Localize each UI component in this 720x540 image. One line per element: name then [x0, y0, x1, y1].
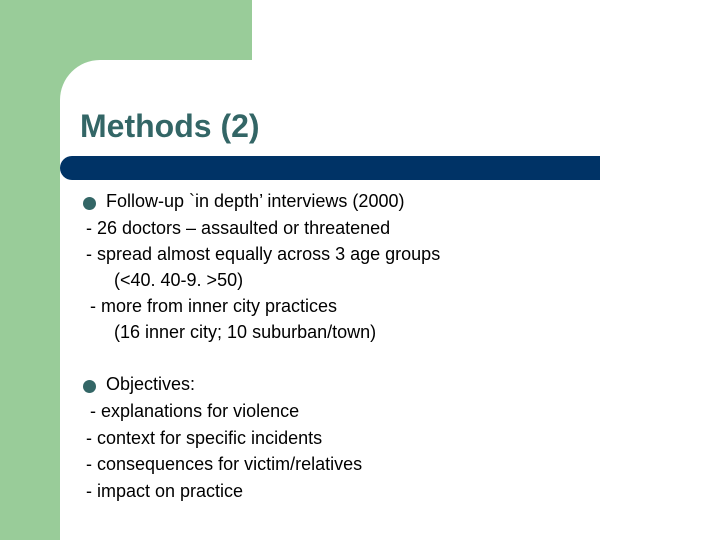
section-heading: Follow-up `in depth’ interviews (2000) — [106, 191, 405, 211]
section-line: - more from inner city practices — [90, 296, 338, 316]
section-line: - consequences for victim/relatives — [86, 454, 363, 474]
bullet-icon — [83, 380, 96, 393]
section-line: (16 inner city; 10 suburban/town) — [114, 322, 377, 342]
section-line: - explanations for violence — [90, 401, 300, 421]
section-heading: Objectives: — [106, 374, 196, 394]
section-line: - spread almost equally across 3 age groups — [86, 244, 441, 264]
section-line: - impact on practice — [86, 481, 244, 501]
slide-title: Methods (2) — [80, 108, 260, 144]
left-green-bar — [0, 0, 60, 540]
bullet-icon — [83, 197, 96, 210]
title-underline-bar — [60, 156, 600, 180]
section-line: (<40. 40-9. >50) — [114, 270, 244, 290]
section-line: - 26 doctors – assaulted or threatened — [86, 218, 391, 238]
section-line: - context for specific incidents — [86, 428, 323, 448]
